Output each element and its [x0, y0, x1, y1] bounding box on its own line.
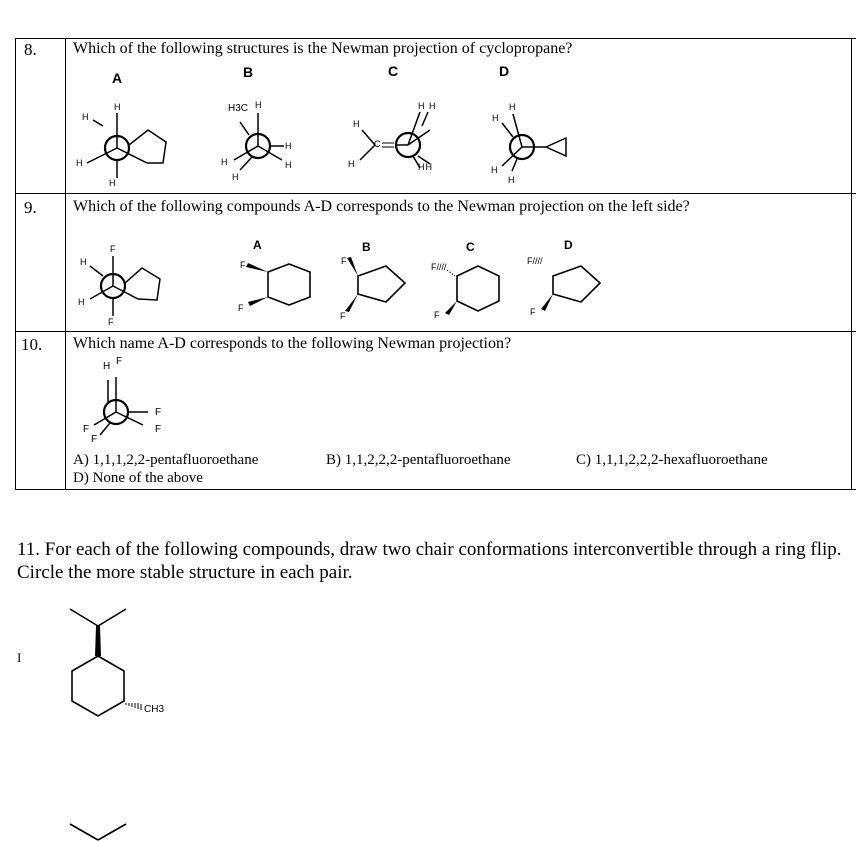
question-number: 8. [24, 40, 37, 59]
methyl-text: H3C [228, 103, 249, 114]
substituent-label: F [116, 356, 123, 367]
answer-option-c: C) 1,1,1,2,2,2-hexafluoroethane [576, 452, 768, 468]
substituent-label: H [103, 361, 111, 372]
h-text: H [418, 162, 426, 172]
f-text: F [527, 256, 533, 266]
answer-option-d: D) None of the above [73, 470, 203, 486]
substituent-label: H [109, 178, 116, 188]
option-letter: D [499, 63, 510, 79]
substituent-label: F [341, 256, 347, 266]
substituent-label: F [155, 424, 162, 435]
methyl-label [144, 704, 164, 715]
methyl-text: CH3 [144, 704, 165, 715]
substituent-label: H [353, 119, 360, 129]
question-text: Which of the following compounds A-D corresponds to the Newman projection on the left side? [73, 198, 690, 215]
answer-option-a: A) 1,1,1,2,2-pentafluoroethane [73, 452, 259, 468]
question-number: 10. [21, 335, 43, 354]
hash-mark: //// [532, 256, 543, 266]
substituent-label: H [76, 158, 83, 168]
substituent-label: H [509, 102, 516, 112]
h-text: H [425, 162, 433, 172]
substituent-label: F [240, 260, 246, 270]
h-text: H [418, 101, 426, 111]
substituent-label: H [492, 113, 499, 123]
substituent-label: H [114, 102, 121, 112]
substituent-label: H [285, 160, 292, 170]
option-letter: A [253, 238, 262, 252]
substituent-label: H [255, 100, 262, 110]
hash-mark: //// [436, 262, 447, 272]
substituent-label: F [434, 310, 440, 320]
option-letter: C [466, 240, 475, 254]
substituent-label: F [530, 307, 536, 317]
substituent-label: H [491, 165, 498, 175]
substituent-label: H [285, 141, 292, 151]
option-letter: D [564, 238, 573, 252]
question-text: Which name A-D corresponds to the following Newman projection? [73, 335, 512, 352]
substituent-label: H [348, 159, 355, 169]
substituent-label: H [221, 157, 228, 167]
option-letter: C [388, 63, 399, 79]
substituent-label: F [83, 424, 90, 435]
substituent-label: F [110, 244, 116, 254]
substituent-label: F [108, 317, 114, 327]
question-text: Which of the following structures is the Newman projection of cyclopropane? [73, 40, 573, 57]
substituent-label: H [82, 112, 89, 122]
f-text: F [431, 262, 437, 272]
option-letter: A [112, 70, 123, 86]
substituent-label: F [91, 434, 98, 445]
substituent-label: H [78, 297, 85, 307]
substituent-label: F [155, 407, 162, 418]
question-11-text: 11. For each of the following compounds, draw two chair conformations interconvertible through a ring flip. Circle the more stable structure in each pair. [17, 539, 842, 583]
question-number: 9. [24, 198, 37, 217]
substituent-label: F [238, 303, 244, 313]
substituent-label: C [374, 139, 381, 149]
item-label: I [17, 650, 22, 665]
substituent-label: H [508, 175, 515, 185]
option-letter: B [243, 64, 254, 80]
substituent-label: F [340, 311, 346, 321]
answer-option-b: B) 1,1,2,2,2-pentafluoroethane [326, 452, 511, 468]
substituent-label: H [80, 257, 87, 267]
option-letter: B [362, 240, 371, 254]
h-text: H [429, 101, 437, 111]
substituent-label: H [232, 172, 239, 182]
